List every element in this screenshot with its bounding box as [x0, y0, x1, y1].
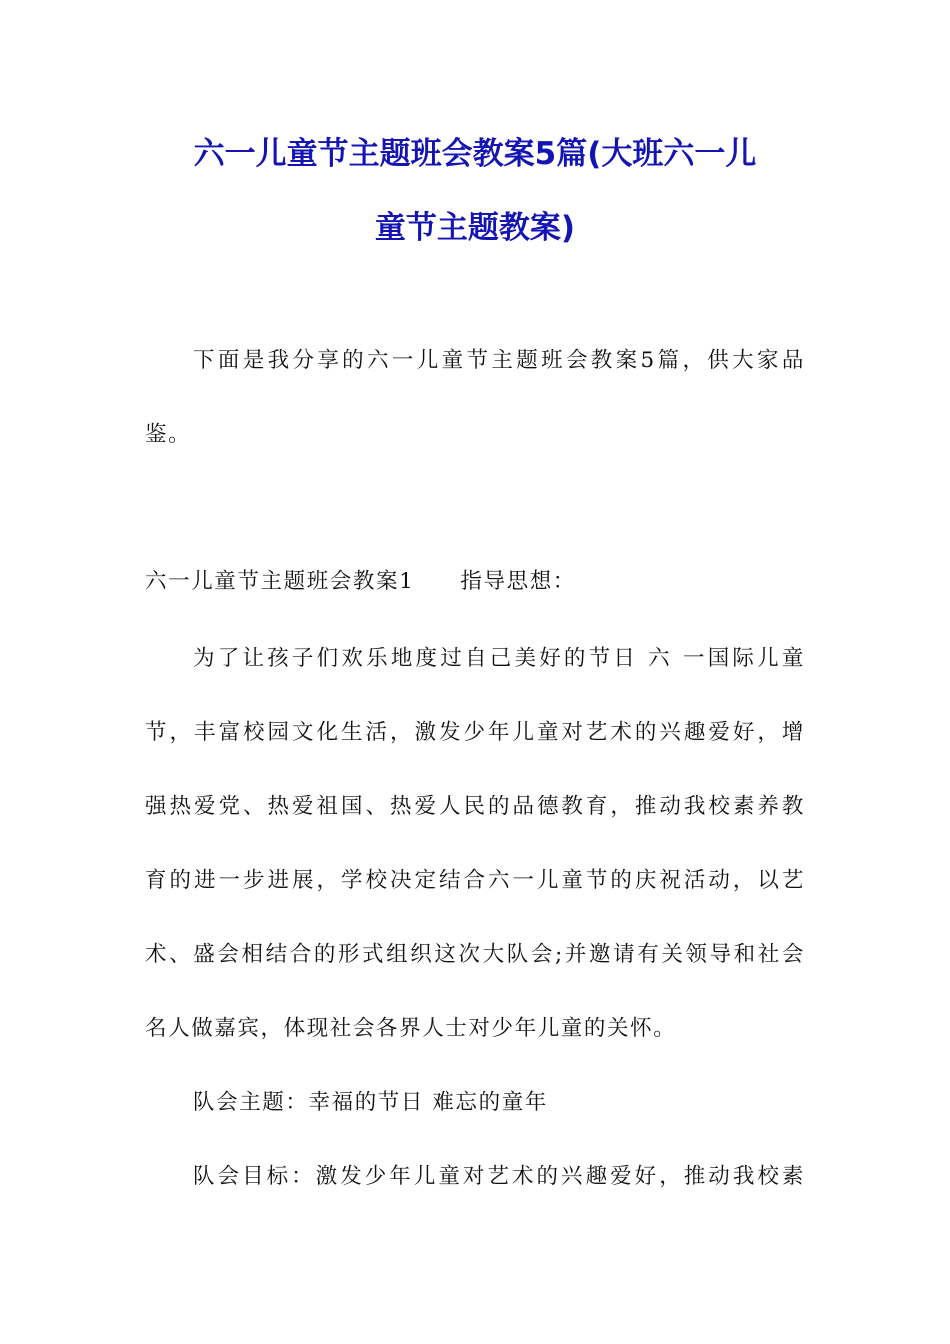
theme-line: 队会主题：幸福的节日 难忘的童年 — [193, 1090, 548, 1115]
document-title-line-1: 六一儿童节主题班会教案5篇(大班六一儿 — [193, 136, 757, 172]
section-1-subheading: 指导思想： — [460, 569, 576, 594]
goal-line: 队会目标：激发少年儿童对艺术的兴趣爱好，推动我校素 — [193, 1164, 805, 1189]
paragraph-line: 育的进一步进展，学校决定结合六一儿童节的庆祝活动，以艺 — [145, 868, 805, 893]
section-1-heading: 六一儿童节主题班会教案1 — [145, 569, 415, 594]
intro-line-1: 下面是我分享的六一儿童节主题班会教案5篇，供大家品 — [193, 348, 805, 373]
paragraph-line: 为了让孩子们欢乐地度过自己美好的节日 六 一国际儿童 — [193, 646, 805, 671]
section-heading-row — [145, 567, 805, 597]
paragraph-line: 术、盛会相结合的形式组织这次大队会;并邀请有关领导和社会 — [145, 942, 805, 967]
intro-line-2: 鉴。 — [145, 422, 192, 447]
document-title-line-2: 童节主题教案) — [374, 210, 576, 246]
paragraph-line: 强热爱党、热爱祖国、热爱人民的品德教育，推动我校素养教 — [145, 794, 805, 819]
paragraph-line: 名人做嘉宾，体现社会各界人士对少年儿童的关怀。 — [145, 1016, 677, 1041]
paragraph-line: 节，丰富校园文化生活，激发少年儿童对艺术的兴趣爱好，增 — [145, 720, 805, 745]
